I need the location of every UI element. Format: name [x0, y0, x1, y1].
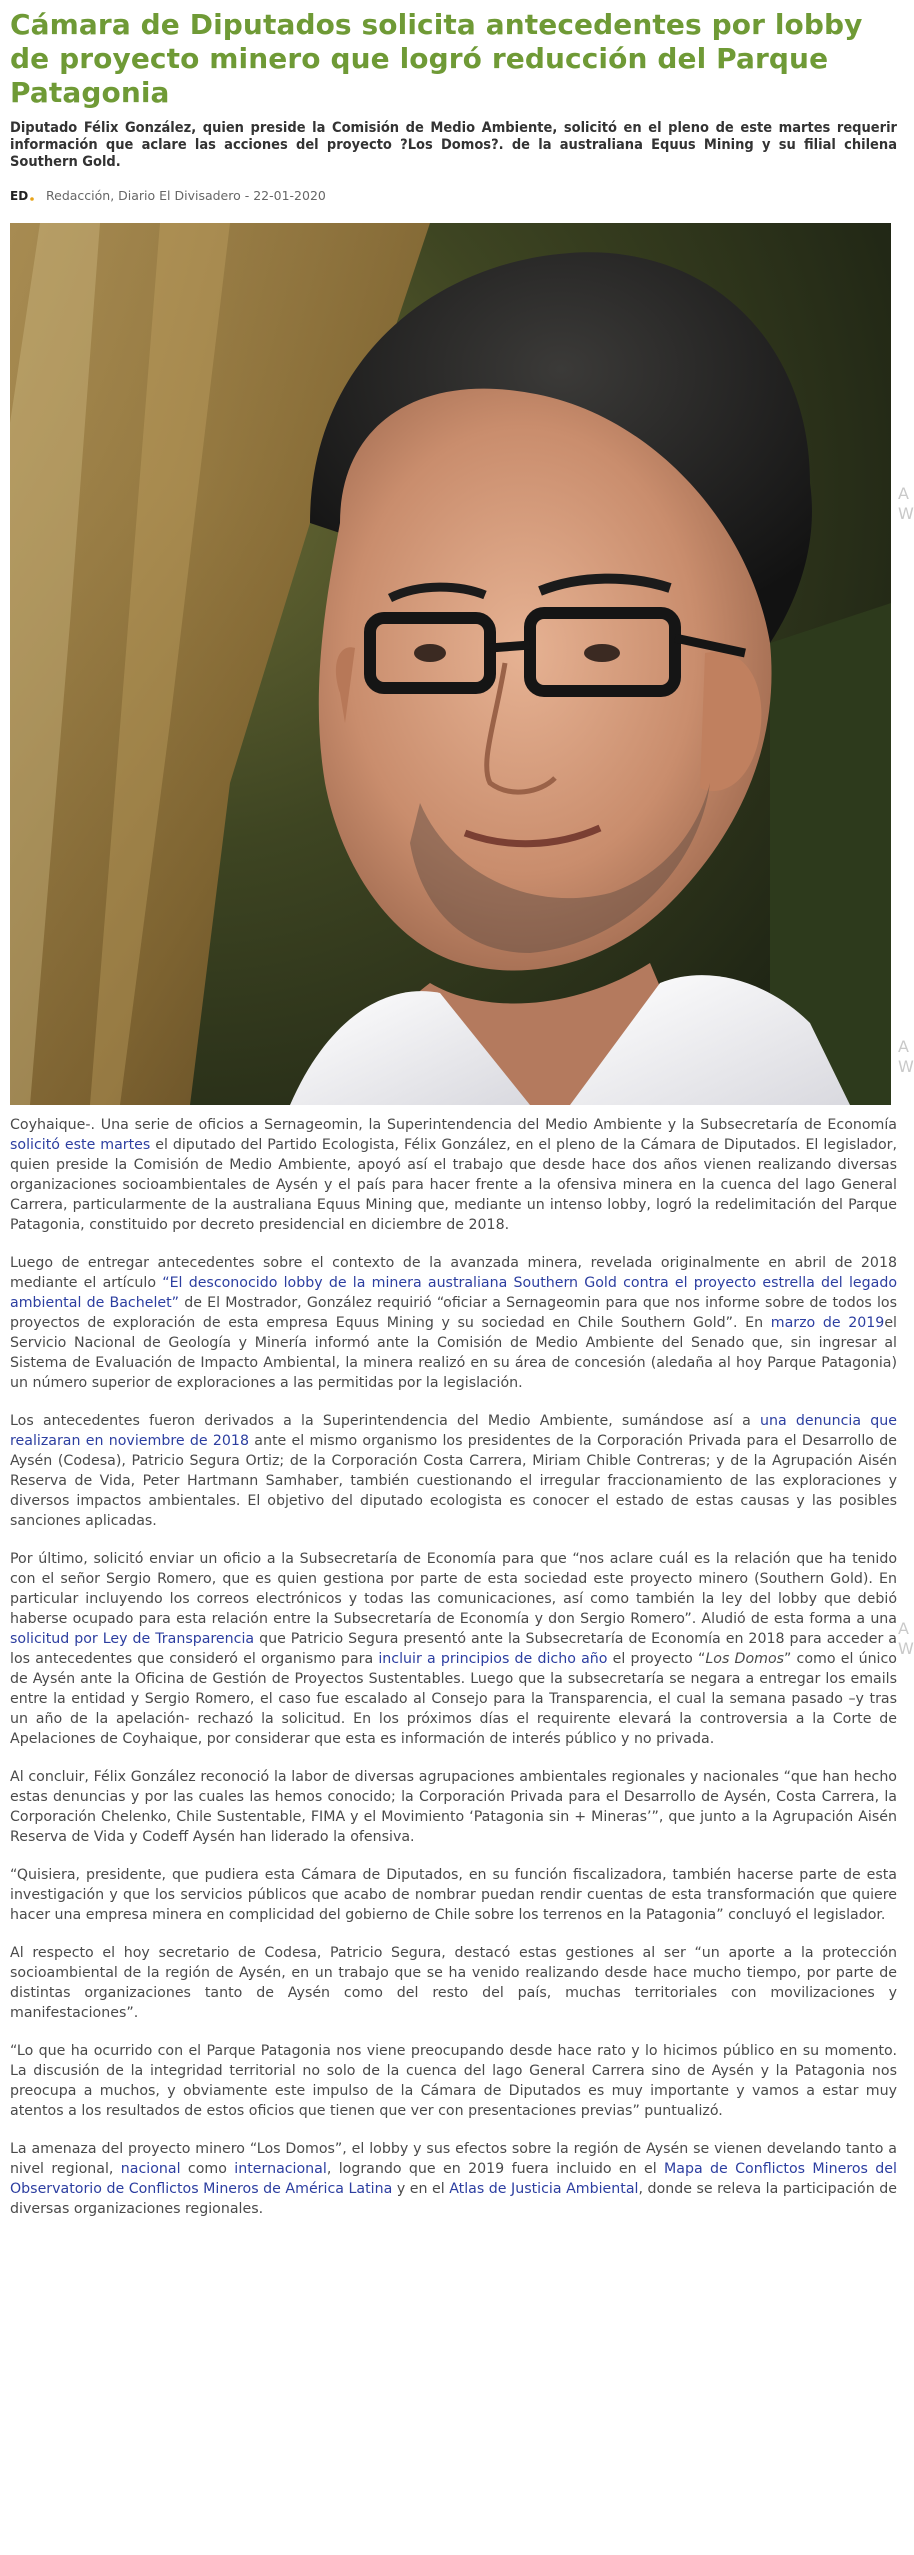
article-text: La amenaza del proyecto minero “Los Domos”, el lobby y sus efectos sobre la región de Aysén se vienen develando tanto a nivel regional,	[10, 2141, 897, 2177]
side-mark-a3: A	[898, 1619, 909, 1638]
article-text: de El Mostrador, González requirió “oficiar a Sernageomin para que nos informe sobre de todos los proyectos de exploración de esta empresa Equus Mining y su sociedad en Chile Southern Gold”. En	[10, 1295, 897, 1331]
article-text: “Lo que ha ocurrido con el Parque Patagonia nos viene preocupando desde hace rato y lo hicimos público en su momento. La discusión de la integridad territorial no solo de la cuenca del lago General Carrera sino de Aysén y la Patagonia nos preocupa a muchos, y obviamente este impulso de la Cámara de Diputados es muy importante y vamos a estar muy atentos a los resultados de estos oficios que tienen que ver con presentaciones previas” puntualizó.	[10, 2043, 897, 2119]
article-text: Al respecto el hoy secretario de Codesa, Patricio Segura, destacó estas gestiones al ser “un aporte a la protección socioambiental de la región de Aysén, en un trabajo que se ha venido realizando desde hace mucho tiempo, por parte de distintas organizaciones tanto de Aysén como del resto del país, muchas territoriales con movilizaciones y manifestaciones”.	[10, 1945, 897, 2021]
article-link[interactable]: Mapa de Conflictos Mineros del Observatorio de Conflictos Mineros de América Latina	[10, 2161, 897, 2197]
svg-text:ED: ED	[10, 189, 29, 203]
article-text: Los antecedentes fueron derivados a la Superintendencia del Medio Ambiente, sumándose así a	[10, 1413, 760, 1429]
article-text: el Servicio Nacional de Geología y Minería informó ante la Comisión de Medio Ambiente del Senado que, sin ingresar al Sistema de Evaluación de Impacto Ambiental, la minera realizó en su área de concesión (aledaña al hoy Parque Patagonia) un número superior de exploraciones a las permitidas por la legislación.	[10, 1315, 897, 1391]
article-text: ante el mismo organismo los presidentes de la Corporación Privada para el Desarrollo de Aysén (Codesa), Patricio Segura Ortiz; de la Corporación Costa Carrera, Miriam Chible Contreras; y de la Agrupación Aisén Reserva de Vida, Peter Hartmann Samhaber, también cuestionando el irregular fraccionamiento de las exploraciones y diversos impactos ambientales. El objetivo del diputado ecologista es conocer el estado de estas causas y las posibles sanciones aplicadas.	[10, 1433, 897, 1529]
side-mark-w2: W	[898, 1057, 914, 1076]
article-text: el proyecto “	[607, 1651, 706, 1667]
article-link[interactable]: nacional	[120, 2161, 181, 2177]
article-title: Cámara de Diputados solicita antecedentes por lobby de proyecto minero que logró reducción del Parque Patagonia	[10, 8, 863, 109]
article-link[interactable]: solicitud por Ley de Transparencia	[10, 1631, 255, 1647]
hero-photo	[10, 223, 891, 1105]
article-link[interactable]: internacional	[234, 2161, 327, 2177]
article-paragraph	[10, 1411, 897, 1531]
article-paragraph	[10, 1943, 897, 2023]
diario-logo-icon	[10, 188, 34, 202]
article-link[interactable]: una denuncia que realizaran en noviembre de 2018	[10, 1413, 897, 1449]
side-mark-w1: W	[898, 504, 914, 523]
article-text: Coyhaique-. Una serie de oficios a Sernageomin, la Superintendencia del Medio Ambiente y la Subsecretaría de Economía	[10, 1117, 897, 1133]
article-paragraph	[10, 2041, 897, 2121]
article-paragraph	[10, 1767, 897, 1847]
article-paragraph	[10, 2139, 897, 2219]
side-mark-a2: A	[898, 1037, 909, 1056]
article-text: “Quisiera, presidente, que pudiera esta Cámara de Diputados, en su función fiscalizadora, también hacerse parte de esta investigación y que los servicios públicos que acabo de nombrar puedan rendir cuentas de esta transformación que quiere hacer una empresa minera en complicidad del gobierno de Chile sobre los terrenos en la Patagonia” concluyó el legislador.	[10, 1867, 897, 1923]
article-paragraph	[10, 1115, 897, 1235]
article-text: como	[180, 2161, 235, 2177]
article-link[interactable]: Atlas de Justicia Ambiental	[449, 2181, 639, 2197]
article-link[interactable]: marzo de 2019	[770, 1315, 885, 1331]
article	[10, 0, 897, 2237]
article-body	[10, 1115, 897, 2219]
side-mark-w3: W	[898, 1639, 914, 1658]
article-paragraph	[10, 1549, 897, 1749]
article-italic-text: Los Domos	[705, 1651, 785, 1667]
article-link[interactable]: “El desconocido lobby de la minera australiana Southern Gold contra el proyecto estrella del legado ambiental de Bachelet”	[10, 1275, 897, 1311]
article-text: , logrando que en 2019 fuera incluido en el	[326, 2161, 665, 2177]
article-text: , donde se releva la participación de diversas organizaciones regionales.	[10, 2181, 897, 2217]
article-text: el diputado del Partido Ecologista, Félix González, en el pleno de la Cámara de Diputados. El legislador, quien preside la Comisión de Medio Ambiente, apoyó así el trabajo que desde hace dos años vienen realizando diversas organizaciones socioambientales de Aysén y el país para hacer frente a la ofensiva minera en la cuenca del lago General Carrera, particularmente de la australiana Equus Mining que, mediante un intenso lobby, logró la redelimitación del Parque Patagonia, constituido por decreto presidencial en diciembre de 2018.	[10, 1137, 897, 1233]
article-paragraph	[10, 1865, 897, 1925]
article-text: y en el	[392, 2181, 450, 2197]
byline	[10, 185, 897, 205]
article-paragraph	[10, 1253, 897, 1393]
article-link[interactable]: solicitó este martes	[10, 1137, 151, 1153]
article-text: que Patricio Segura presentó ante la Subsecretaría de Economía en 2018 para acceder a los antecedentes que consideró el organismo para	[10, 1631, 897, 1667]
article-text: Por último, solicitó enviar un oficio a la Subsecretaría de Economía para que “nos aclare cuál es la relación que ha tenido con el señor Sergio Romero, que es quien gestiona por parte de esta sociedad este proyecto minero (Southern Gold). En particular incluyendo los correos electrónicos y todas las comunicaciones, así como también la ley del lobby que debió haberse ocupado para esta relación entre la Subsecretaría de Economía y don Sergio Romero”. Aludió de esta forma a una	[10, 1551, 897, 1627]
article-lead: Diputado Félix González, quien preside la Comisión de Medio Ambiente, solicitó en el pleno de este martes requerir información que aclare las acciones del proyecto ?Los Domos?. de la australiana Equus Mining y su filial chilena Southern Gold.	[10, 120, 897, 170]
article-text: ” como el único de Aysén ante la Oficina de Gestión de Proyectos Sustentables. Luego que la subsecretaría se negara a entregar los emails entre la entidad y Sergio Romero, el caso fue escalado al Consejo para la Transparencia, el cual la semana pasado –y tras un año de la apelación- rechazó la solicitud. En los próximos días el requirente elevará la controversia a la Corte de Apelaciones de Coyhaique, por considerar que esta es información de interés público y no privada.	[10, 1651, 897, 1747]
article-text: Al concluir, Félix González reconoció la labor de diversas agrupaciones ambientales regionales y nacionales “que han hecho estas denuncias y por las cuales las hemos conocido; la Corporación Privada para el Desarrollo de Aysén, Costa Carrera, la Corporación Chelenko, Chile Sustentable, FIMA y el Movimiento ‘Patagonia sin + Mineras’”, que junto a la Agrupación Aisén Reserva de Vida y Codeff Aysén han liderado la ofensiva.	[10, 1769, 897, 1845]
byline-text: Redacción, Diario El Divisadero - 22-01-2020	[46, 187, 326, 203]
article-text: Luego de entregar antecedentes sobre el contexto de la avanzada minera, revelada originalmente en abril de 2018 mediante el artículo	[10, 1255, 897, 1291]
side-mark-a1: A	[898, 484, 909, 503]
article-link[interactable]: incluir a principios de dicho año	[378, 1651, 608, 1667]
